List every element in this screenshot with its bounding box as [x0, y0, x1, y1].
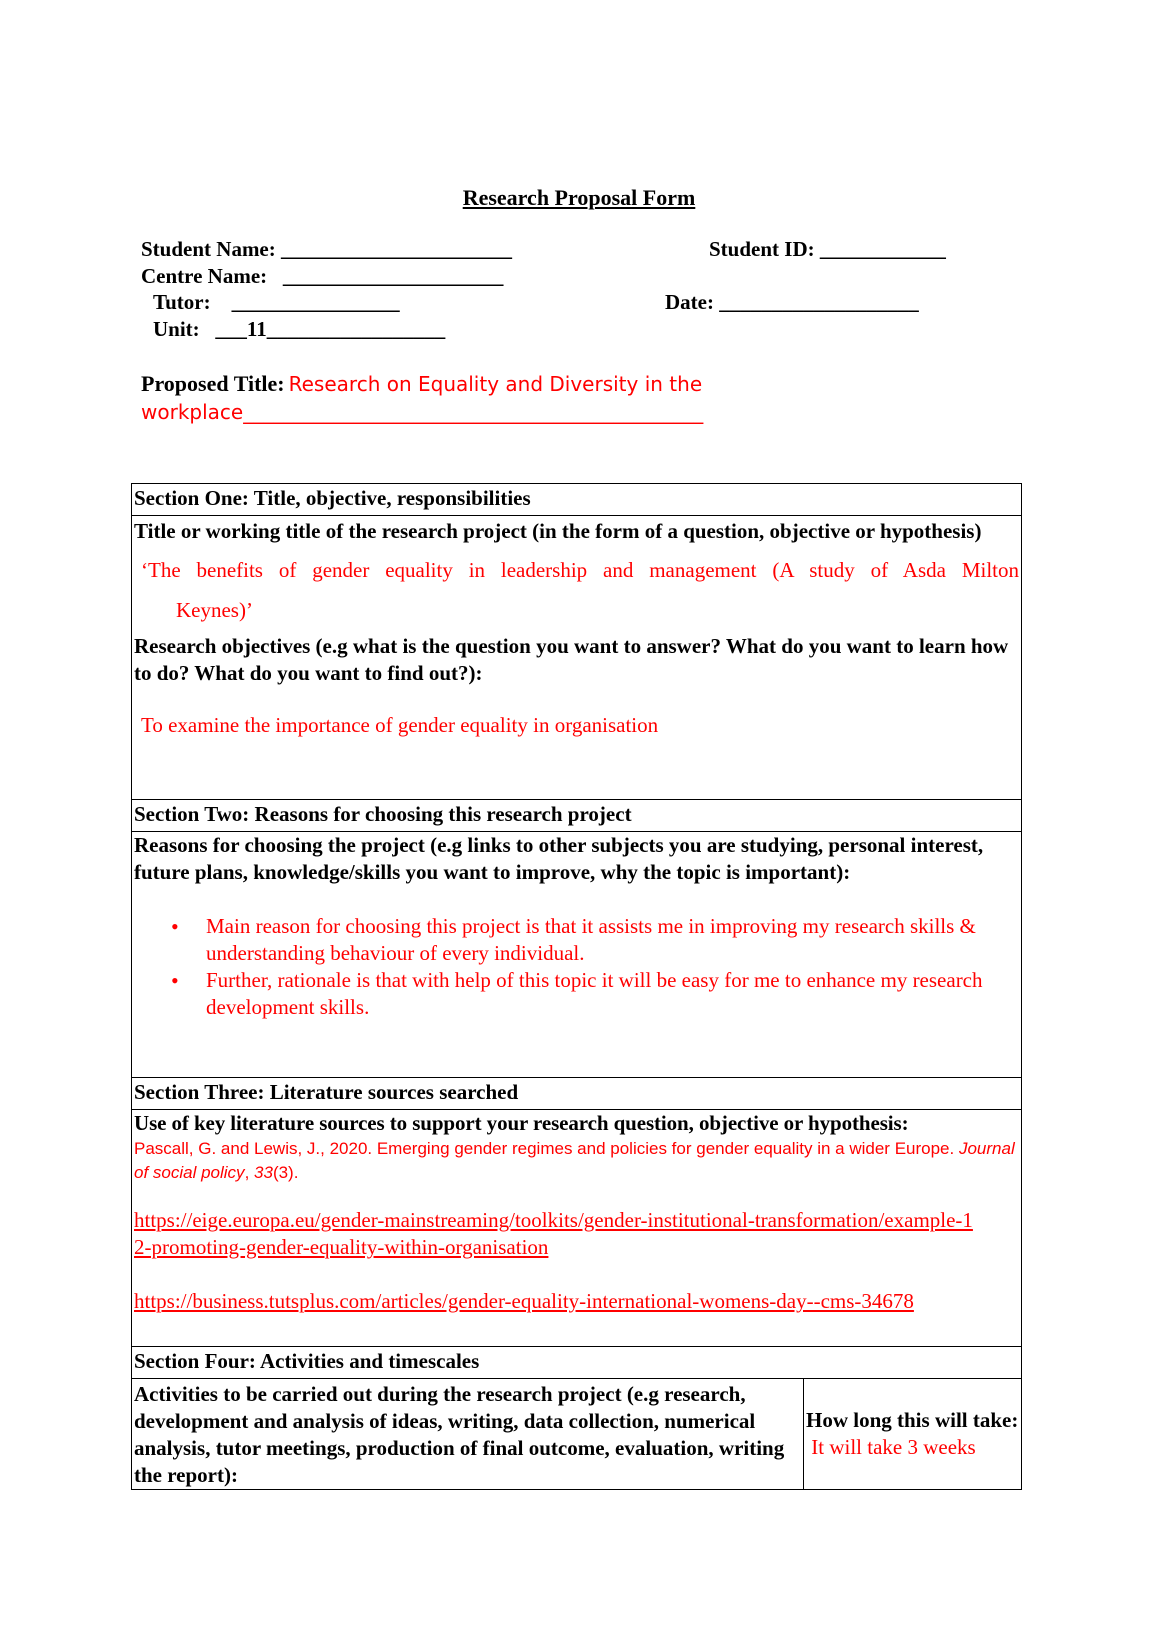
- reference-volume: 33: [254, 1163, 273, 1182]
- unit-field[interactable]: Unit: ___11_________________: [153, 317, 446, 341]
- objectives-question: Research objectives (e.g what is the question you want to answer? What do you want to learn how to do? What do you want to find out?):: [134, 634, 1009, 685]
- title-answer-continued[interactable]: Keynes)’: [176, 598, 253, 622]
- reference-issue: (3).: [272, 1163, 299, 1182]
- activities-cell: [132, 1379, 804, 1490]
- proposed-title-label: Proposed Title:: [141, 371, 285, 396]
- proposal-table: [131, 483, 1022, 1490]
- reference-separator: ,: [244, 1163, 255, 1182]
- reference-text: Pascall, G. and Lewis, J., 2020. Emerging gender regimes and policies for gender equality in a wider Europe.: [134, 1139, 959, 1158]
- proposed-title-value[interactable]: Research on Equality and Diversity in the: [288, 372, 703, 396]
- reference-journal: Journal of social policy: [134, 1139, 1015, 1182]
- reason-text: Further, rationale is that with help of this topic it will be easy for me to enhance my research development skills.: [206, 968, 983, 1019]
- duration-cell: [804, 1379, 1022, 1490]
- student-name-field[interactable]: Student Name: ______________________: [141, 237, 512, 261]
- form-title: Research Proposal Form: [462, 185, 696, 210]
- list-item[interactable]: [171, 913, 1019, 967]
- section-one-heading: Section One: Title, objective, responsibilities: [132, 484, 1022, 516]
- section-two-body: [132, 832, 1022, 1078]
- section-three-heading: Section Three: Literature sources searched: [132, 1078, 1022, 1110]
- section-three-body: [132, 1110, 1022, 1347]
- bullet-icon: •: [171, 968, 179, 993]
- reason-text: Main reason for choosing this project is that it assists me in improving my research skills & understanding behaviour of every individual.: [206, 914, 976, 965]
- student-id-field[interactable]: Student ID: ____________: [709, 237, 946, 261]
- reasons-question: Reasons for choosing the project (e.g links to other subjects you are studying, personal interest, future plans, knowledge/skills you want to improve, why the topic is important):: [134, 833, 984, 884]
- bullet-icon: •: [171, 914, 179, 939]
- section-one-body: [132, 516, 1022, 800]
- section-four-heading: Section Four: Activities and timescales: [132, 1347, 1022, 1379]
- duration-answer[interactable]: It will take 3 weeks: [806, 1435, 976, 1459]
- title-answer[interactable]: ‘The benefits of gender equality in leadership and management (A study of Asda Milton: [141, 558, 1019, 582]
- proposed-title-value-continued[interactable]: workplace______________________________________________: [141, 400, 704, 424]
- duration-question: How long this will take:: [806, 1408, 1019, 1432]
- proposed-title: [141, 371, 702, 397]
- objectives-answer[interactable]: To examine the importance of gender equality in organisation: [141, 713, 659, 737]
- reasons-list: [134, 913, 1019, 1021]
- reference-citation[interactable]: [134, 1137, 1019, 1185]
- centre-name-field[interactable]: Centre Name: _____________________: [141, 264, 504, 288]
- section-two-heading: Section Two: Reasons for choosing this research project: [132, 800, 1022, 832]
- literature-question: Use of key literature sources to support your research question, objective or hypothesis:: [134, 1111, 909, 1135]
- title-question: Title or working title of the research project (in the form of a question, objective or hypothesis): [134, 519, 982, 543]
- literature-link-tutsplus[interactable]: https://business.tutsplus.com/articles/gender-equality-international-womens-day--cms-34678: [134, 1289, 914, 1313]
- activities-question: Activities to be carried out during the research project (e.g research, development and analysis of ideas, writing, data collection, numerical analysis, tutor meetings, production of final outcome, evaluation, writing the report):: [134, 1382, 785, 1487]
- list-item[interactable]: [171, 967, 1019, 1021]
- tutor-field[interactable]: Tutor: ________________: [153, 290, 400, 314]
- literature-link-eige[interactable]: https://eige.europa.eu/gender-mainstreaming/toolkits/gender-institutional-transformation/example-12-promoting-gender-equality-within-organisation: [134, 1208, 973, 1259]
- date-field[interactable]: Date: ___________________: [665, 290, 919, 314]
